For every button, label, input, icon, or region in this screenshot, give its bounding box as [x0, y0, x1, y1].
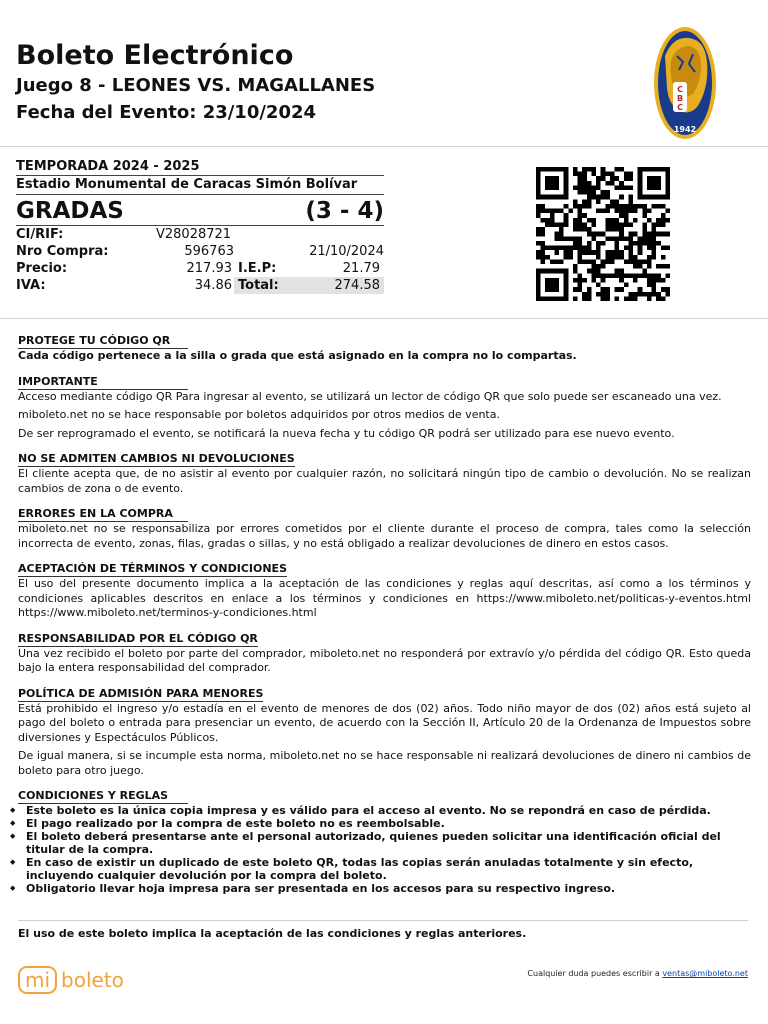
acceptance-note: El uso de este boleto implica la aceptación de las condiciones y reglas anteriores.: [18, 927, 527, 940]
section-heading: ERRORES EN LA COMPRA: [18, 506, 188, 522]
list-item: ◆ El boleto deberá presentarse ante el personal autorizado, quienes pueden solicitar una identificación oficial del titular de la compra.: [6, 830, 751, 856]
list-item: ◆ El pago realizado por la compra de este boleto no es reembolsable.: [6, 817, 751, 830]
section-heading: NO SE ADMITEN CAMBIOS NI DEVOLUCIONES: [18, 452, 295, 465]
list-item: ◆ Este boleto es la única copia impresa y es válido para el acceso al evento. No se repondrá en caso de pérdida.: [6, 804, 751, 817]
event-date: Fecha del Evento: 23/10/2024: [16, 102, 317, 123]
no-refund-text: El cliente acepta que, de no asistir al evento por cualquier razón, no solicitará ningún tipo de cambio o devolución. No se realizan cambios de zona o de evento.: [18, 467, 751, 495]
minors-policy-section: [18, 686, 751, 779]
important-text-1: Acceso mediante código QR Para ingresar al evento, se utilizará un lector de código QR que solo puede ser escaneado una vez.: [18, 389, 722, 403]
purchase-label: Nro Compra:: [16, 244, 109, 259]
brand-boleto: boleto: [61, 968, 124, 992]
price-value: 217.93: [186, 261, 232, 276]
section-heading: RESPONSABILIDAD POR EL CÓDIGO QR: [18, 631, 258, 645]
section-divider: [0, 318, 768, 319]
purchase-date: 21/10/2024: [309, 244, 384, 259]
no-refund-section: [18, 451, 751, 496]
iep-label: I.E.P:: [238, 261, 277, 276]
rules-section: [18, 788, 751, 895]
brand-mi: mi: [18, 966, 57, 994]
qr-responsibility-section: [18, 631, 751, 676]
contact-text: Cualquier duda puedes escribir a: [527, 969, 660, 978]
rules-list: [6, 804, 751, 895]
terms-and-conditions: [18, 333, 751, 905]
minors-policy-text-1: Está prohibido el ingreso y/o estadía en el evento de menores de dos (02) años. Todo niño mayor de dos (02) años está sujeto al pago del boleto o entrada para presenciar un evento, de acuerdo con la Sección II, Artículo 20 de la Ordenanza de Impuestos sobre diversiones y Espectáculos Públicos.: [18, 701, 751, 744]
contact-email-link[interactable]: ventas@miboleto.net: [662, 969, 748, 978]
iva-value: 34.86: [194, 278, 232, 293]
list-item: ◆ En caso de existir un duplicado de este boleto QR, todas las copias serán anuladas totalmente y sin efecto, incluyendo cualquier devolución por la compra del boleto.: [6, 856, 751, 882]
purchase-value: 596763: [184, 244, 234, 259]
svg-text:B: B: [676, 94, 684, 103]
purchase-errors-section: [18, 506, 751, 551]
section-heading: ACEPTACIÓN DE TÉRMINOS Y CONDICIONES: [18, 562, 287, 575]
qr-responsibility-text: Una vez recibido el boleto por parte del comprador, miboleto.net no responderá por extravío y/o pérdida del código QR. Esto queda bajo la entera responsabilidad del comprador.: [18, 646, 751, 674]
document-title: Boleto Electrónico: [16, 40, 294, 71]
important-section: [18, 374, 751, 442]
svg-text:C: C: [677, 85, 683, 94]
zone-seats: (3 - 4): [305, 198, 384, 224]
ticket-details: [16, 158, 384, 294]
svg-text:1942: 1942: [673, 125, 697, 134]
price-row: [16, 260, 384, 277]
price-label: Precio:: [16, 261, 68, 276]
contact-info: [527, 969, 748, 978]
svg-text:C: C: [677, 103, 683, 112]
header-divider: [0, 146, 768, 147]
iva-label: IVA:: [16, 278, 46, 293]
ticket-header: [16, 40, 636, 126]
important-text-3: De ser reprogramado el evento, se notificará la nueva fecha y tu código QR podrá ser utilizado para ese nuevo evento.: [18, 426, 675, 440]
protect-qr-text: Cada código pertenece a la silla o grada que está asignado en la compra no lo compartas.: [18, 349, 577, 362]
section-heading: POLÍTICA DE ADMISIÓN PARA MENORES: [18, 686, 264, 700]
minors-policy-text-2: De igual manera, si se incumple esta norma, miboleto.net no se hace responsable ni realizará devoluciones de dinero ni cambios de boleto para otro juego.: [18, 749, 751, 777]
ci-row: [16, 226, 384, 243]
list-item: ◆ Obligatorio llevar hoja impresa para ser presentada en los accesos para su respectivo ingreso.: [6, 882, 751, 895]
total-value: 274.58: [290, 277, 384, 294]
iva-row: [16, 277, 384, 294]
purchase-row: [16, 243, 384, 260]
season-label: TEMPORADA 2024 - 2025: [16, 158, 384, 176]
zone-row: [16, 195, 384, 226]
footer-divider: [18, 920, 748, 921]
terms-acceptance-text: El uso del presente documento implica a la aceptación de las condiciones y reglas aquí descritas, así como a los términos y condiciones aplicables descritos en enlace a los términos y condiciones en https://www.miboleto.net/politicas-y-eventos.html https://www.miboleto.net/terminos-y-condiciones.html: [18, 577, 751, 619]
protect-qr-section: [18, 333, 751, 364]
game-title: Juego 8 - LEONES VS. MAGALLANES: [16, 75, 376, 96]
zone-name: GRADAS: [16, 198, 124, 224]
qr-code-icon: [536, 165, 670, 303]
cbc-lion-crest-icon: [653, 26, 717, 140]
venue-label: Estadio Monumental de Caracas Simón Bolívar: [16, 176, 384, 195]
ci-label: CI/RIF:: [16, 227, 64, 242]
terms-acceptance-section: [18, 561, 751, 621]
total-label: Total:: [234, 277, 290, 294]
ci-value: V28028721: [156, 227, 232, 242]
section-heading: CONDICIONES Y REGLAS: [18, 788, 188, 804]
important-text-2: miboleto.net no se hace responsable por boletos adquiridos por otros medios de venta.: [18, 408, 500, 421]
purchase-errors-text: miboleto.net no se responsabiliza por errores cometidos por el cliente durante el proceso de compra, tales como la selección incorrecta de evento, zonas, filas, gradas o sillas, y no está obligado a realizar devoluciones de dinero en estos casos.: [18, 522, 751, 550]
section-heading: IMPORTANTE: [18, 374, 188, 390]
iep-value: 21.79: [342, 261, 380, 276]
section-heading: PROTEGE TU CÓDIGO QR: [18, 333, 188, 349]
miboleto-logo: [18, 963, 128, 997]
